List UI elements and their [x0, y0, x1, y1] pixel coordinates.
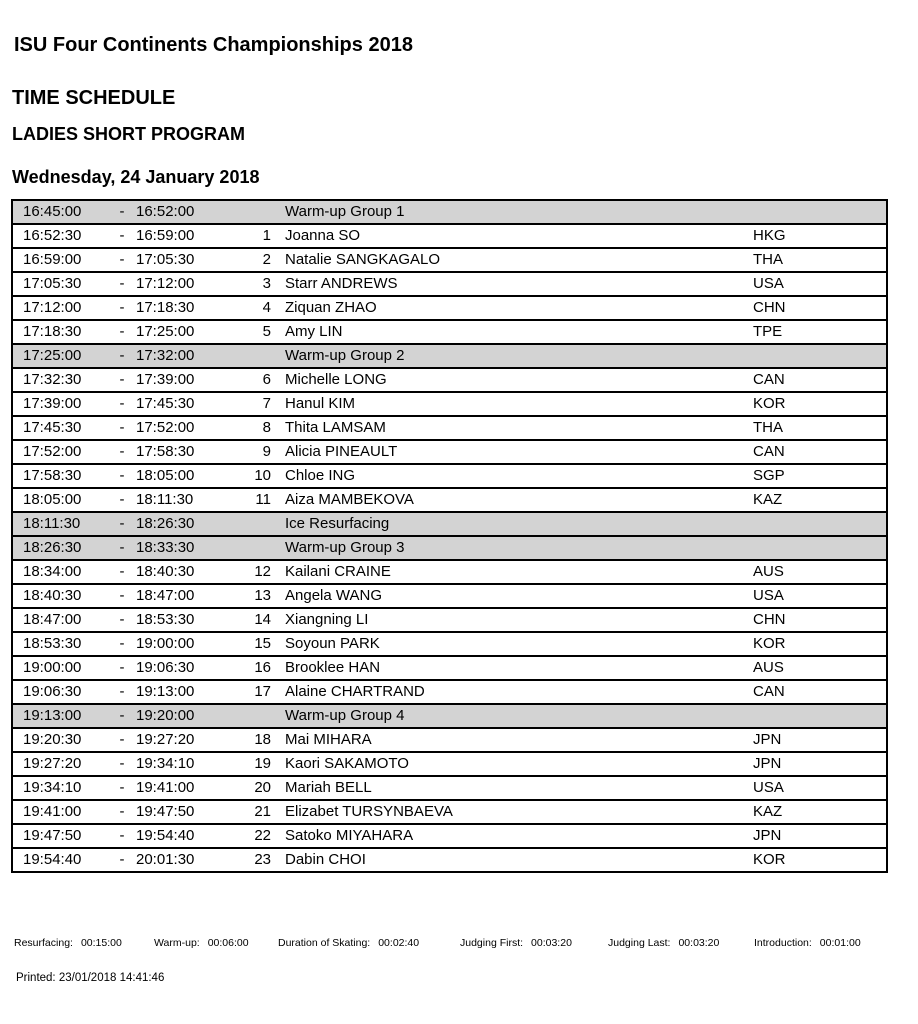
start-number: 14 [231, 608, 285, 632]
skater-row [12, 272, 887, 296]
skater-name: Brooklee HAN [285, 656, 753, 680]
start-time: 18:11:30 [12, 512, 108, 536]
skater-name: Starr ANDREWS [285, 272, 753, 296]
segment-title: LADIES SHORT PROGRAM [12, 124, 246, 144]
skater-row [12, 392, 887, 416]
end-time: 18:53:30 [136, 608, 231, 632]
duration-item [754, 937, 861, 949]
time-separator: - [108, 296, 136, 320]
skater-name: Michelle LONG [285, 368, 753, 392]
nation-code: THA [753, 416, 887, 440]
schedule-title: TIME SCHEDULE [12, 87, 176, 109]
schedule-table [11, 199, 888, 873]
skater-row [12, 632, 887, 656]
skater-row [12, 656, 887, 680]
start-time: 17:05:30 [12, 272, 108, 296]
start-number: 2 [231, 248, 285, 272]
duration-label: Duration of Skating: [278, 937, 371, 949]
end-time: 19:34:10 [136, 752, 231, 776]
end-time: 16:52:00 [136, 200, 231, 224]
start-number: 20 [231, 776, 285, 800]
skater-row [12, 824, 887, 848]
end-time: 19:54:40 [136, 824, 231, 848]
duration-label: Introduction: [754, 937, 812, 949]
time-separator: - [108, 584, 136, 608]
start-number: 21 [231, 800, 285, 824]
start-number: 4 [231, 296, 285, 320]
skater-row [12, 848, 887, 872]
nation-code [753, 704, 887, 728]
skater-name: Soyoun PARK [285, 632, 753, 656]
start-number [231, 536, 285, 560]
skater-row [12, 608, 887, 632]
end-time: 17:12:00 [136, 272, 231, 296]
nation-code: THA [753, 248, 887, 272]
time-separator: - [108, 560, 136, 584]
skater-name: Hanul KIM [285, 392, 753, 416]
duration-item [14, 937, 122, 949]
schedule-date: Wednesday, 24 January 2018 [12, 167, 260, 187]
end-time: 20:01:30 [136, 848, 231, 872]
group-label: Warm-up Group 4 [285, 704, 753, 728]
skater-name: Thita LAMSAM [285, 416, 753, 440]
start-number: 1 [231, 224, 285, 248]
time-separator: - [108, 728, 136, 752]
skater-name: Angela WANG [285, 584, 753, 608]
end-time: 17:25:00 [136, 320, 231, 344]
skater-row [12, 728, 887, 752]
start-time: 16:45:00 [12, 200, 108, 224]
start-time: 19:20:30 [12, 728, 108, 752]
skater-name: Kaori SAKAMOTO [285, 752, 753, 776]
start-number: 7 [231, 392, 285, 416]
duration-value: 00:03:20 [678, 937, 720, 949]
skater-name: Natalie SANGKAGALO [285, 248, 753, 272]
duration-label: Resurfacing: [14, 937, 73, 949]
start-number: 23 [231, 848, 285, 872]
time-separator: - [108, 464, 136, 488]
time-separator: - [108, 704, 136, 728]
duration-item [608, 937, 719, 949]
group-label: Warm-up Group 1 [285, 200, 753, 224]
skater-row [12, 776, 887, 800]
group-label: Warm-up Group 3 [285, 536, 753, 560]
end-time: 17:58:30 [136, 440, 231, 464]
skater-row [12, 368, 887, 392]
nation-code: AUS [753, 656, 887, 680]
time-separator: - [108, 632, 136, 656]
start-time: 19:54:40 [12, 848, 108, 872]
start-number: 13 [231, 584, 285, 608]
time-separator: - [108, 824, 136, 848]
skater-row [12, 488, 887, 512]
skater-row [12, 752, 887, 776]
end-time: 19:27:20 [136, 728, 231, 752]
start-time: 19:27:20 [12, 752, 108, 776]
time-separator: - [108, 608, 136, 632]
start-number: 8 [231, 416, 285, 440]
start-time: 17:52:00 [12, 440, 108, 464]
time-separator: - [108, 848, 136, 872]
end-time: 19:06:30 [136, 656, 231, 680]
skater-row [12, 584, 887, 608]
end-time: 16:59:00 [136, 224, 231, 248]
start-time: 18:34:00 [12, 560, 108, 584]
skater-row [12, 416, 887, 440]
time-separator: - [108, 776, 136, 800]
end-time: 19:20:00 [136, 704, 231, 728]
duration-label: Judging Last: [608, 937, 671, 949]
start-number: 18 [231, 728, 285, 752]
group-row [12, 512, 887, 536]
group-row [12, 200, 887, 224]
time-separator: - [108, 656, 136, 680]
start-time: 18:40:30 [12, 584, 108, 608]
start-time: 18:26:30 [12, 536, 108, 560]
nation-code: KOR [753, 392, 887, 416]
duration-value: 00:01:00 [819, 937, 861, 949]
time-separator: - [108, 224, 136, 248]
start-number: 9 [231, 440, 285, 464]
nation-code: KAZ [753, 488, 887, 512]
start-time: 17:25:00 [12, 344, 108, 368]
skater-name: Alaine CHARTRAND [285, 680, 753, 704]
start-time: 17:32:30 [12, 368, 108, 392]
skater-name: Joanna SO [285, 224, 753, 248]
end-time: 19:41:00 [136, 776, 231, 800]
skater-name: Amy LIN [285, 320, 753, 344]
nation-code: CAN [753, 680, 887, 704]
end-time: 19:13:00 [136, 680, 231, 704]
time-separator: - [108, 536, 136, 560]
event-title: ISU Four Continents Championships 2018 [14, 34, 413, 56]
duration-value: 00:03:20 [531, 937, 572, 949]
end-time: 19:47:50 [136, 800, 231, 824]
start-number [231, 200, 285, 224]
time-separator: - [108, 272, 136, 296]
skater-name: Satoko MIYAHARA [285, 824, 753, 848]
start-number [231, 704, 285, 728]
nation-code: KOR [753, 632, 887, 656]
time-separator: - [108, 512, 136, 536]
nation-code: TPE [753, 320, 887, 344]
skater-name: Kailani CRAINE [285, 560, 753, 584]
end-time: 17:39:00 [136, 368, 231, 392]
nation-code: JPN [753, 752, 887, 776]
time-separator: - [108, 752, 136, 776]
skater-name: Mai MIHARA [285, 728, 753, 752]
group-label: Ice Resurfacing [285, 512, 753, 536]
start-time: 19:13:00 [12, 704, 108, 728]
time-separator: - [108, 488, 136, 512]
start-time: 16:59:00 [12, 248, 108, 272]
start-number: 3 [231, 272, 285, 296]
nation-code: CAN [753, 440, 887, 464]
start-time: 19:34:10 [12, 776, 108, 800]
end-time: 17:45:30 [136, 392, 231, 416]
start-number: 22 [231, 824, 285, 848]
start-time: 17:45:30 [12, 416, 108, 440]
skater-row [12, 680, 887, 704]
nation-code [753, 512, 887, 536]
start-number: 5 [231, 320, 285, 344]
skater-row [12, 296, 887, 320]
nation-code: HKG [753, 224, 887, 248]
nation-code: USA [753, 272, 887, 296]
nation-code: USA [753, 584, 887, 608]
start-time: 19:00:00 [12, 656, 108, 680]
end-time: 17:18:30 [136, 296, 231, 320]
skater-row [12, 464, 887, 488]
nation-code: CAN [753, 368, 887, 392]
skater-row [12, 224, 887, 248]
nation-code: JPN [753, 728, 887, 752]
nation-code [753, 536, 887, 560]
end-time: 18:05:00 [136, 464, 231, 488]
start-time: 19:47:50 [12, 824, 108, 848]
end-time: 18:33:30 [136, 536, 231, 560]
time-separator: - [108, 344, 136, 368]
start-time: 16:52:30 [12, 224, 108, 248]
start-time: 19:41:00 [12, 800, 108, 824]
start-number: 10 [231, 464, 285, 488]
end-time: 17:32:00 [136, 344, 231, 368]
time-separator: - [108, 392, 136, 416]
skater-name: Aiza MAMBEKOVA [285, 488, 753, 512]
skater-name: Ziquan ZHAO [285, 296, 753, 320]
skater-name: Chloe ING [285, 464, 753, 488]
nation-code: JPN [753, 824, 887, 848]
duration-label: Warm-up: [154, 937, 200, 949]
group-row [12, 344, 887, 368]
start-number [231, 344, 285, 368]
skater-row [12, 320, 887, 344]
group-label: Warm-up Group 2 [285, 344, 753, 368]
end-time: 19:00:00 [136, 632, 231, 656]
group-row [12, 704, 887, 728]
nation-code: CHN [753, 296, 887, 320]
start-number: 15 [231, 632, 285, 656]
start-number: 12 [231, 560, 285, 584]
start-time: 18:47:00 [12, 608, 108, 632]
start-number: 19 [231, 752, 285, 776]
start-time: 17:12:00 [12, 296, 108, 320]
group-row [12, 536, 887, 560]
start-number: 11 [231, 488, 285, 512]
nation-code: KAZ [753, 800, 887, 824]
start-number: 17 [231, 680, 285, 704]
time-separator: - [108, 680, 136, 704]
skater-name: Elizabet TURSYNBAEVA [285, 800, 753, 824]
nation-code: USA [753, 776, 887, 800]
skater-row [12, 248, 887, 272]
start-time: 18:05:00 [12, 488, 108, 512]
nation-code: CHN [753, 608, 887, 632]
time-separator: - [108, 200, 136, 224]
end-time: 18:26:30 [136, 512, 231, 536]
printed-timestamp: Printed: 23/01/2018 14:41:46 [16, 972, 165, 984]
duration-item [154, 937, 249, 949]
nation-code: AUS [753, 560, 887, 584]
nation-code [753, 200, 887, 224]
nation-code: KOR [753, 848, 887, 872]
time-separator: - [108, 440, 136, 464]
start-time: 17:58:30 [12, 464, 108, 488]
start-number: 6 [231, 368, 285, 392]
start-time: 18:53:30 [12, 632, 108, 656]
time-separator: - [108, 368, 136, 392]
start-time: 17:39:00 [12, 392, 108, 416]
duration-value: 00:02:40 [378, 937, 420, 949]
duration-item [460, 937, 572, 949]
skater-name: Mariah BELL [285, 776, 753, 800]
skater-name: Xiangning LI [285, 608, 753, 632]
time-separator: - [108, 248, 136, 272]
start-time: 19:06:30 [12, 680, 108, 704]
end-time: 17:52:00 [136, 416, 231, 440]
time-separator: - [108, 416, 136, 440]
time-separator: - [108, 800, 136, 824]
time-separator: - [108, 320, 136, 344]
end-time: 18:40:30 [136, 560, 231, 584]
start-time: 17:18:30 [12, 320, 108, 344]
skater-name: Dabin CHOI [285, 848, 753, 872]
end-time: 18:11:30 [136, 488, 231, 512]
duration-value: 00:15:00 [80, 937, 122, 949]
start-number [231, 512, 285, 536]
end-time: 18:47:00 [136, 584, 231, 608]
nation-code [753, 344, 887, 368]
start-number: 16 [231, 656, 285, 680]
duration-label: Judging First: [460, 937, 524, 949]
skater-name: Alicia PINEAULT [285, 440, 753, 464]
duration-item [278, 937, 419, 949]
skater-row [12, 800, 887, 824]
skater-row [12, 440, 887, 464]
nation-code: SGP [753, 464, 887, 488]
end-time: 17:05:30 [136, 248, 231, 272]
skater-row [12, 560, 887, 584]
duration-value: 00:06:00 [207, 937, 249, 949]
